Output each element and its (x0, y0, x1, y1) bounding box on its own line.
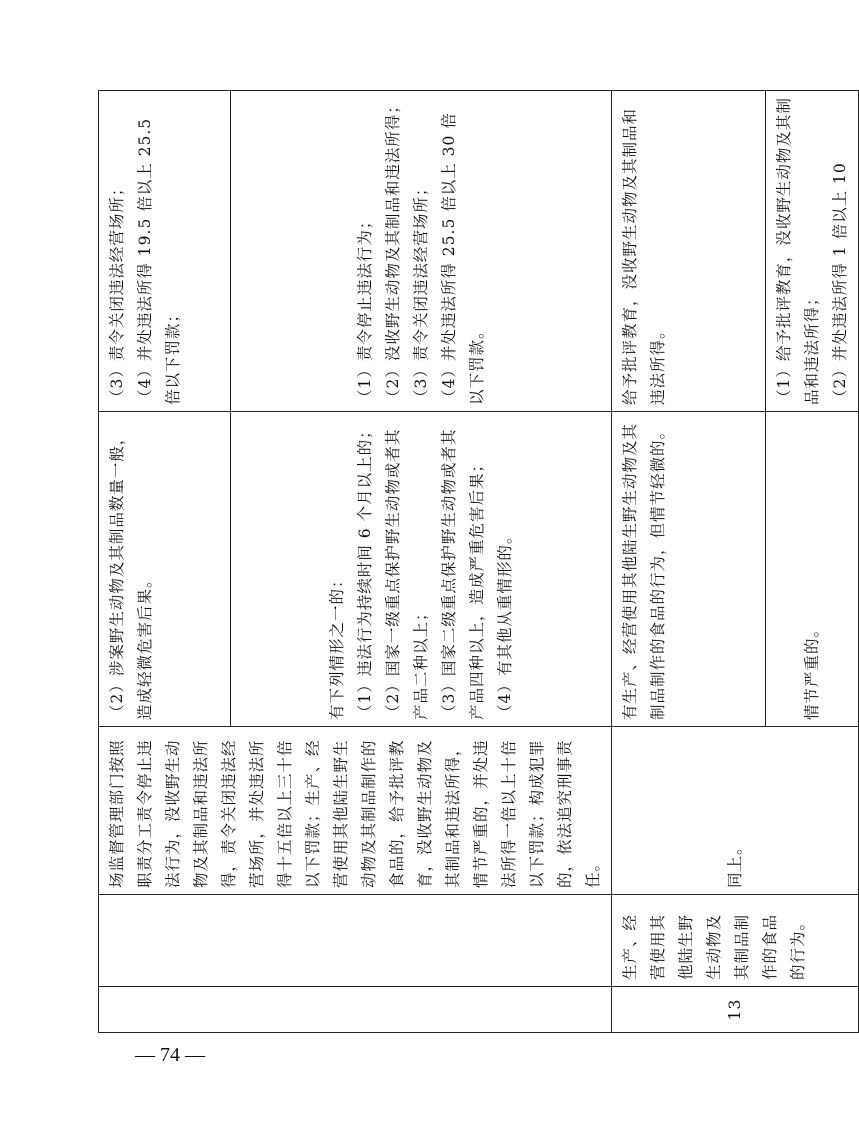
row-prev-measures-1: （3）责令关闭违法经营场所； （4）并处违法所得 19.5 倍以上 25.5 倍以下罚款； (99, 91, 231, 412)
table-row (612, 91, 766, 1033)
row-13-circumstance-2: 情节严重的。 (766, 412, 859, 727)
row-prev-item-cell (99, 895, 612, 987)
row-prev-measures-2: （1）责令停止违法行为； （2）没收野生动物及其制品和违法所得； （3）责令关闭违法经营场所； （4）并处违法所得 25.5 倍以上 30 倍以下罚款。 (231, 91, 612, 412)
row-13-measures-2: （1）给予批评教育，没收野生动物及其制品和违法所得； （2）并处违法所得 1 倍以上 10 (766, 91, 859, 412)
row-prev-circumstance-1: （2）涉案野生动物及其制品数量一般，造成轻微危害后果。 (99, 412, 231, 727)
row-13-number: 13 (612, 987, 859, 1033)
row-13-measures-1: 给予批评教育，没收野生动物及其制品和违法所得。 (612, 91, 766, 412)
row-prev-basis-cell (99, 727, 612, 895)
table-row (99, 91, 231, 1033)
row-13-item: 生产、经营使用其他陆生野生动物及其制品制作的食品的行为。 (612, 895, 859, 987)
row-prev-circumstance-2: 有下列情形之一的： （1）违法行为持续时间 6 个月以上的； （2）国家一级重点保护野生动物或者其产品二种以上； （3）国家二级重点保护野生动物或者其产品四种以上，造成严重危害后果； （4）有其他从重情形的。 (231, 412, 612, 727)
penalty-table (98, 90, 859, 1033)
row-prev-basis: 场监督管理部门按照职责分工责令停止违法行为，没收野生动物及其制品和违法所得，责令关闭违法经营场所，并处违法所得十五倍以上三十倍以下罚款；生产、经营使用其他陆生野生动物及其制品制作的食品的，给予批评教育，没收野生动物及其制品和违法所得，情节严重的，并处违法所得一倍以上十倍以下罚款；构成犯罪的，依法追究刑事责任。 (108, 739, 602, 888)
row-13-basis: 同上。 (612, 727, 859, 895)
rotated-page (98, 91, 849, 1033)
row-prev-number-cell (99, 987, 612, 1033)
row-13-circumstance-1: 有生产、经营使用其他陆生野生动物及其制品制作的食品的行为，但情节轻微的。 (612, 412, 766, 727)
page-number: — 74 — (135, 1044, 205, 1066)
